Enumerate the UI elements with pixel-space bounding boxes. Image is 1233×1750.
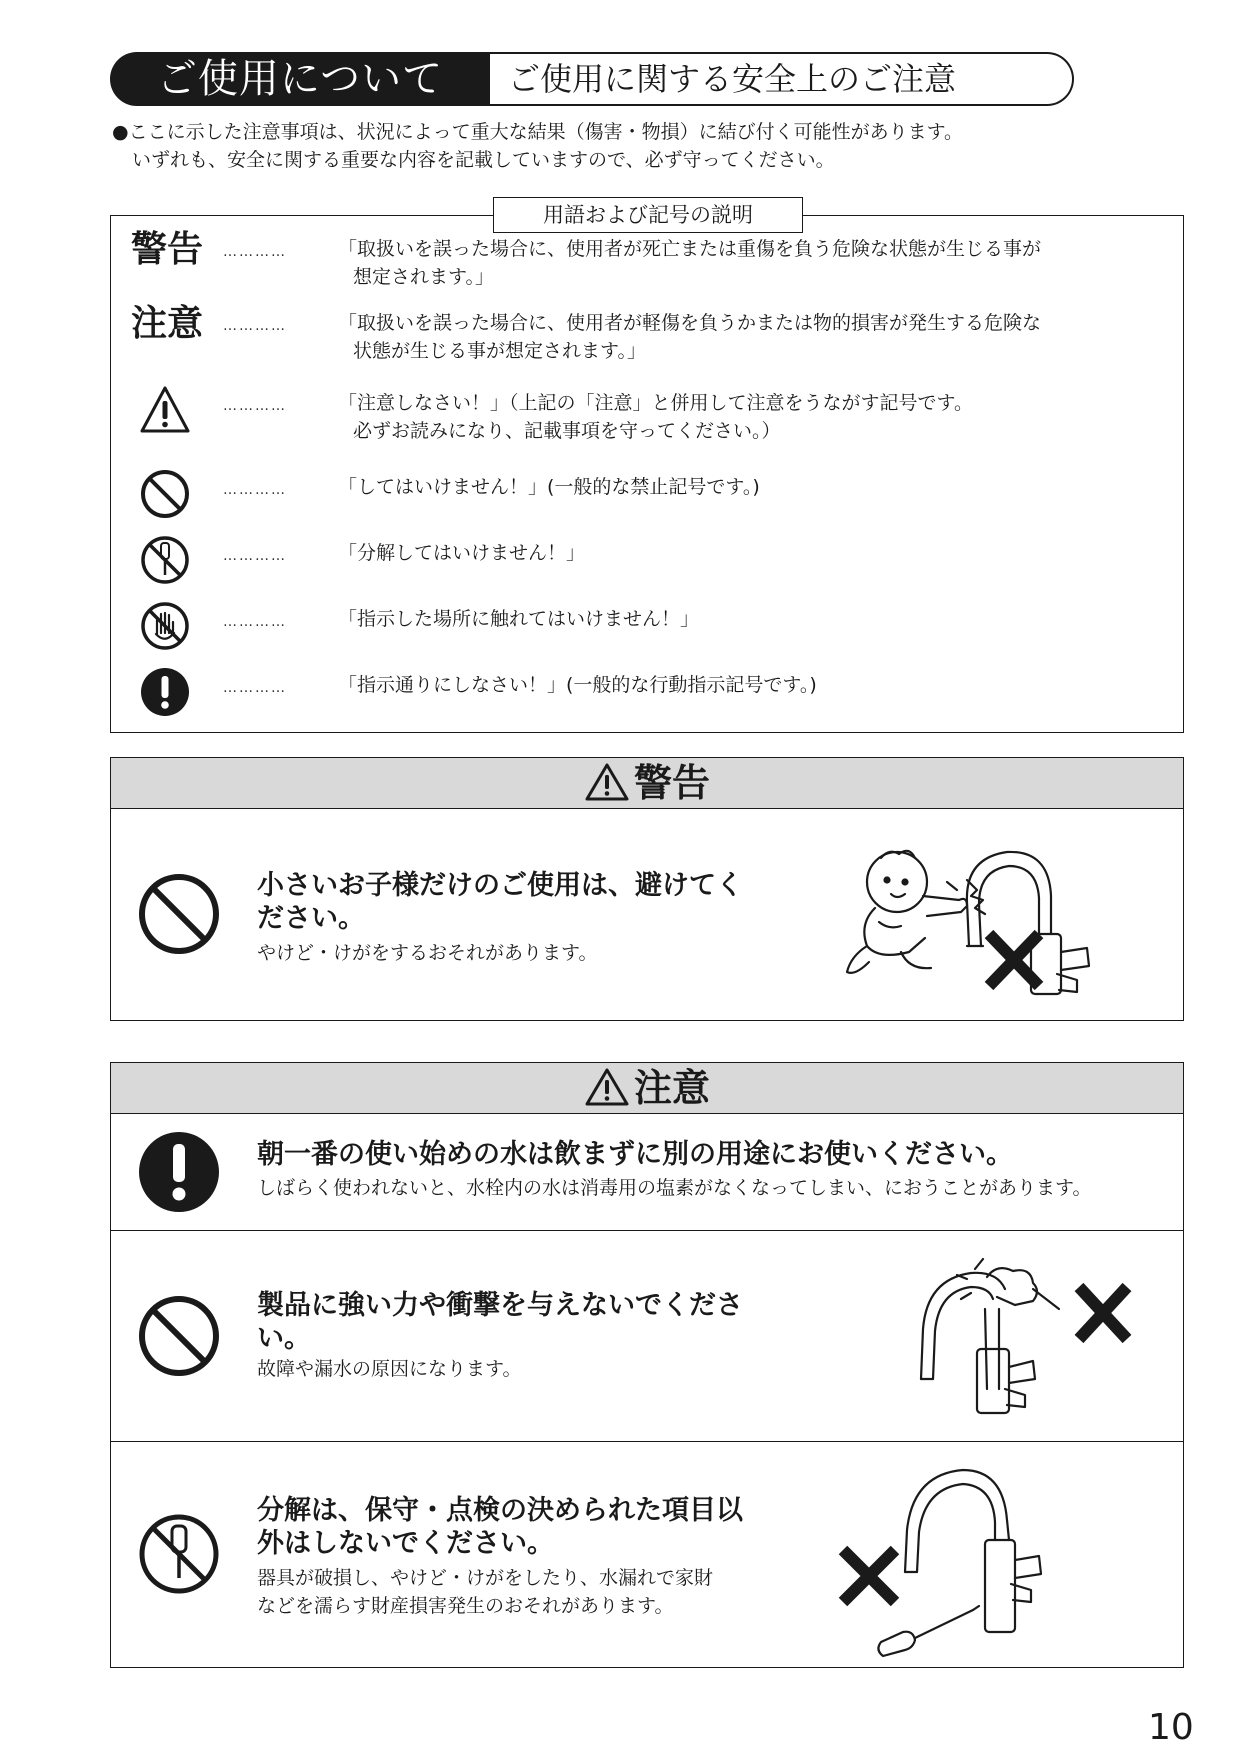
legend-text-line-2: 状態が生じる事が想定されます。」 bbox=[353, 340, 646, 362]
legend-title: 用語および記号の説明 bbox=[493, 197, 803, 233]
legend-text bbox=[338, 235, 1168, 291]
prohibition-icon bbox=[137, 1294, 221, 1378]
caution-triangle-icon bbox=[139, 384, 191, 436]
no-disassembly-icon bbox=[139, 534, 191, 586]
caution-item bbox=[111, 1442, 1183, 1668]
caution-box bbox=[110, 1062, 1184, 1668]
caution-item-title-line-1: 製品に強い力や衝撃を与えないでくださ bbox=[257, 1290, 743, 1321]
caution-item-desc: 故障や漏水の原因になります。 bbox=[257, 1358, 522, 1380]
caution-item-desc: しばらく使われないと、水栓内の水は消毒用の塩素がなくなってしまい、におうことがあります。 bbox=[257, 1177, 1092, 1199]
caution-item-title-line-2: い。 bbox=[257, 1323, 311, 1354]
section-title: ご使用について bbox=[110, 52, 490, 106]
intro-line-2: いずれも、安全に関する重要な内容を記載していますので、必ず守ってください。 bbox=[132, 149, 835, 171]
legend-term-caution: 注意 bbox=[131, 303, 204, 344]
warning-item-title-line-2: ださい。 bbox=[257, 903, 365, 934]
intro-line-1: ●ここに示した注意事項は、状況によって重大な結果（傷害・物損）に結び付く可能性があります。 bbox=[112, 121, 964, 143]
caution-item-title bbox=[257, 1289, 767, 1355]
leader-dots: ………… bbox=[223, 244, 287, 260]
legend-text-line-1: 「取扱いを誤った場合に、使用者が死亡または重傷を負う危険な状態が生じる事が bbox=[338, 238, 1042, 260]
no-disassembly-icon bbox=[137, 1512, 221, 1596]
warning-item-desc: やけど・けがをするおそれがあります。 bbox=[257, 942, 598, 964]
warning-heading-text: 警告 bbox=[633, 761, 710, 805]
warning-heading bbox=[111, 758, 1183, 809]
leader-dots: ………… bbox=[223, 614, 287, 630]
warning-item-title-line-1: 小さいお子様だけのご使用は、避けてく bbox=[257, 870, 743, 901]
warning-box bbox=[110, 757, 1184, 1021]
caution-heading-text: 注意 bbox=[633, 1066, 710, 1110]
caution-item-title: 朝一番の使い始めの水は飲まずに別の用途にお使いください。 bbox=[257, 1139, 1013, 1170]
intro-text bbox=[112, 118, 963, 174]
leader-dots: ………… bbox=[223, 680, 287, 696]
legend-text-line-1: 「取扱いを誤った場合に、使用者が軽傷を負うかまたは物的損害が発生する危険な bbox=[338, 312, 1042, 334]
prohibition-icon bbox=[139, 468, 191, 520]
legend-box bbox=[110, 203, 1184, 733]
leader-dots: ………… bbox=[223, 318, 287, 334]
caution-item-desc-line-2: などを濡らす財産損害発生のおそれがあります。 bbox=[257, 1595, 674, 1617]
legend-text-line-2: 必ずお読みになり、記載事項を守ってください。） bbox=[353, 420, 781, 442]
prohibition-icon bbox=[137, 872, 221, 956]
section-header bbox=[110, 52, 1056, 106]
caution-item-title bbox=[257, 1494, 767, 1560]
legend-text-line-1: 「分解してはいけません！」 bbox=[338, 542, 586, 564]
page-number: 10 bbox=[1148, 1707, 1194, 1748]
caution-item bbox=[111, 1114, 1183, 1231]
legend-text bbox=[338, 389, 1168, 445]
hand-hitting-faucet-illustration bbox=[901, 1249, 1151, 1429]
mandatory-action-icon bbox=[139, 666, 191, 718]
caution-triangle-icon bbox=[584, 1067, 630, 1107]
legend-text-line-1: 「指示した場所に触れてはいけません！」 bbox=[338, 608, 700, 630]
legend-text bbox=[338, 309, 1168, 365]
leader-dots: ………… bbox=[223, 548, 287, 564]
legend-text-line-1: 「注意しなさい！」（上記の「注意」と併用して注意をうながす記号です。 bbox=[338, 392, 973, 414]
legend-text-line-2: 想定されます。」 bbox=[353, 266, 494, 288]
caution-item bbox=[111, 1231, 1183, 1442]
legend-term-warning: 警告 bbox=[131, 229, 204, 270]
screwdriver-faucet-illustration bbox=[823, 1460, 1103, 1660]
caution-item-title-line-1: 分解は、保守・点検の決められた項目以 bbox=[257, 1495, 743, 1526]
mandatory-action-icon bbox=[137, 1130, 221, 1214]
caution-item-desc bbox=[257, 1564, 713, 1620]
warning-item-title bbox=[257, 869, 767, 935]
caution-item-title-line-2: 外はしないでください。 bbox=[257, 1528, 554, 1559]
leader-dots: ………… bbox=[223, 398, 287, 414]
child-faucet-illustration bbox=[839, 834, 1129, 1004]
legend-text-line-1: 「してはいけません！」(一般的な禁止記号です。) bbox=[338, 476, 760, 498]
legend-text-line-1: 「指示通りにしなさい！」(一般的な行動指示記号です。) bbox=[338, 674, 817, 696]
caution-heading bbox=[111, 1063, 1183, 1114]
no-touch-icon bbox=[139, 600, 191, 652]
leader-dots: ………… bbox=[223, 482, 287, 498]
section-subtitle: ご使用に関する安全上のご注意 bbox=[490, 52, 1074, 106]
caution-triangle-icon bbox=[584, 762, 630, 802]
caution-item-desc-line-1: 器具が破損し、やけど・けがをしたり、水漏れで家財 bbox=[257, 1567, 714, 1589]
warning-item bbox=[111, 809, 1183, 1019]
